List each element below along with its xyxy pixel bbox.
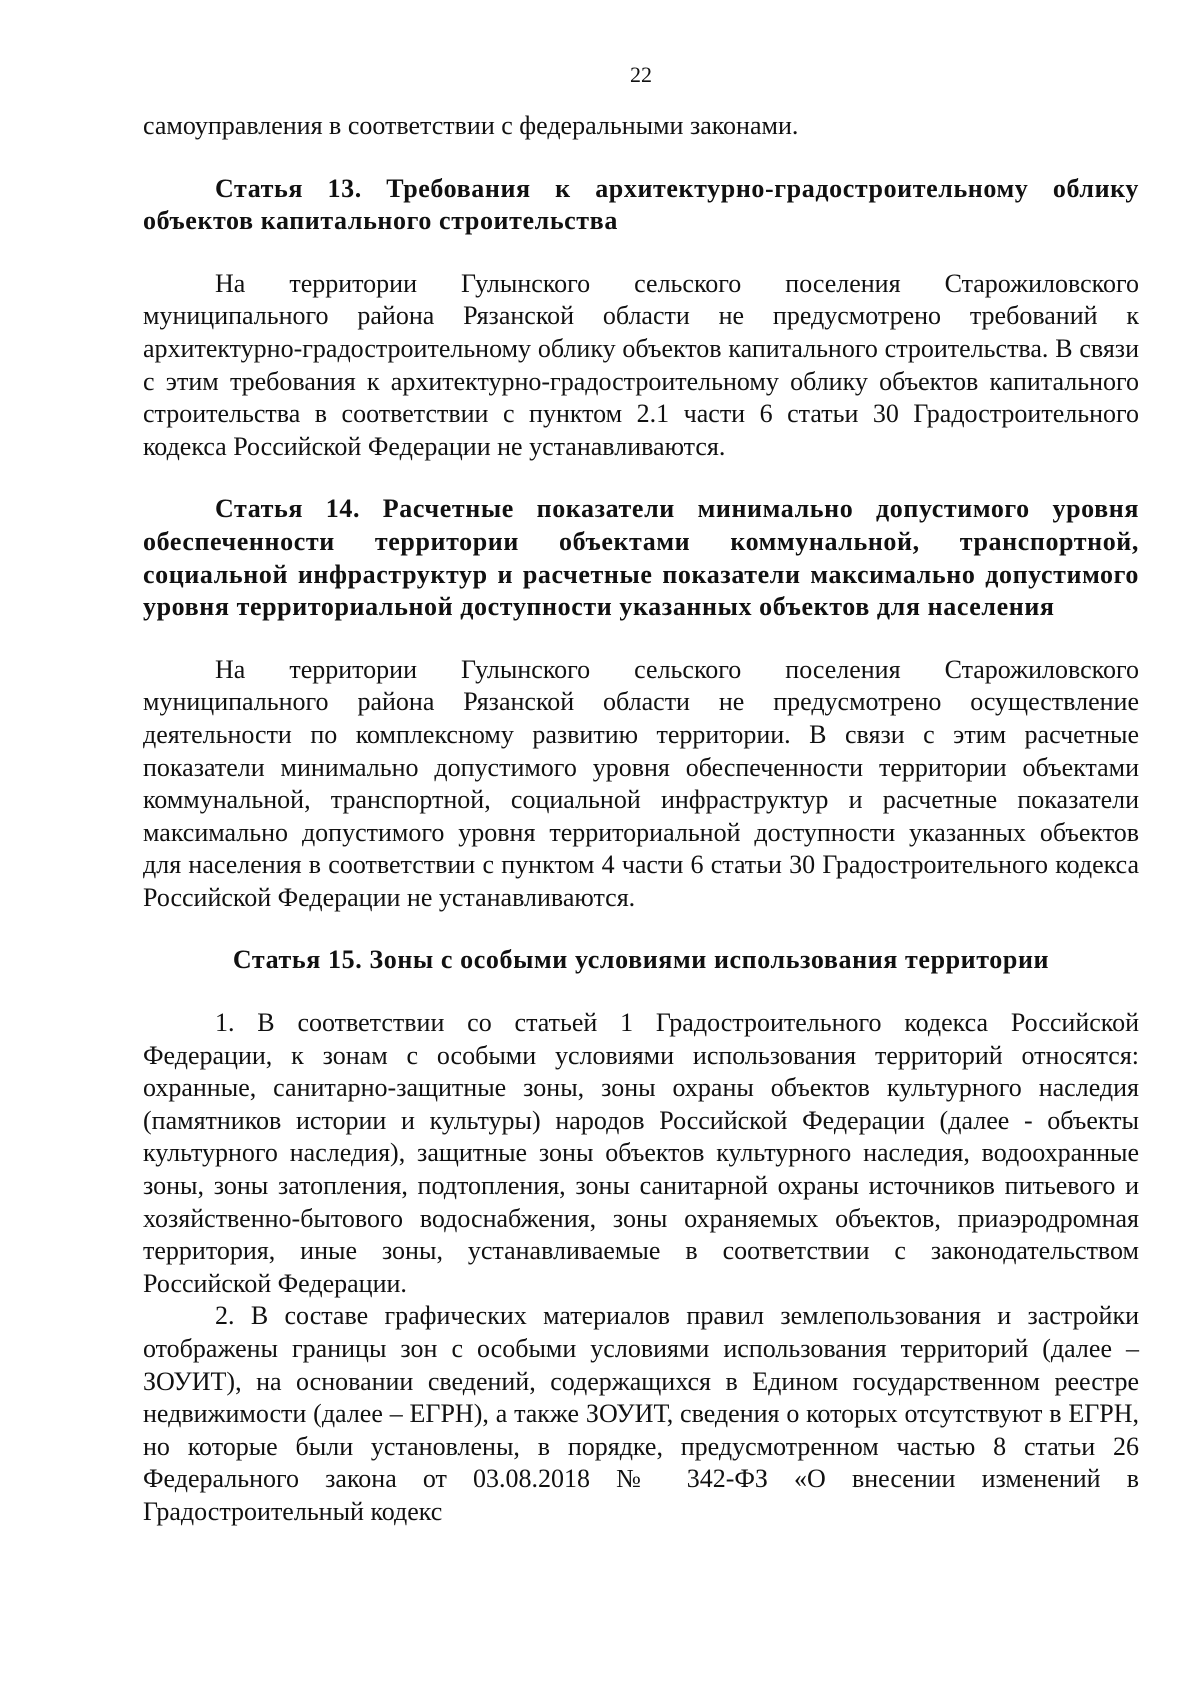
article-14	[143, 493, 1139, 914]
article-13-heading: Статья 13. Требования к архитектурно-градостроительному облику объектов капитального строительства	[143, 173, 1139, 236]
article-14-paragraph: На территории Гулынского сельского поселения Старожиловского муниципального района Рязанской области не предусмотрено осуществление деятельности по комплексному развитию территории. В связи с этим расчетные показатели минимально допустимого уровня обеспеченности территории объектами коммунальной, транспортной, социальной инфраструктур и расчетные показатели максимально допустимого уровня территориальной доступности указанных объектов для населения в соответствии с пунктом 4 части 6 статьи 30 Градостроительного кодекса Российской Федерации не устанавливаются.	[143, 654, 1139, 912]
article-13-paragraph: На территории Гулынского сельского поселения Старожиловского муниципального района Рязанской области не предусмотрено требований к архитектурно-градостроительному облику объектов капитального строительства. В связи с этим требования к архитектурно-градостроительному облику объектов капитального строительства в соответствии с пунктом 2.1 части 6 статьи 30 Градостроительного кодекса Российской Федерации не устанавливаются.	[143, 268, 1139, 461]
article-15	[143, 944, 1139, 1528]
lead-paragraph: самоуправления в соответствии с федеральными законами.	[143, 111, 799, 140]
article-15-heading: Статья 15. Зоны с особыми условиями использования территории	[232, 945, 1050, 975]
article-14-heading: Статья 14. Расчетные показатели минимально допустимого уровня обеспеченности территории объектами коммунальной, транспортной, социальной инфраструктур и расчетные показатели максимально допустимого уровня территориальной доступности указанных объектов для населения	[143, 494, 1139, 622]
document-page	[143, 62, 1139, 1529]
article-15-paragraph-1: 1. В соответствии со статьей 1 Градостроительного кодекса Российской Федерации, к зонам с особыми условиями использования территорий относятся: охранные, санитарно-защитные зоны, зоны охраны объектов культурного наследия (памятников истории и культуры) народов Российской Федерации (далее - объекты культурного наследия), защитные зоны объектов культурного наследия, водоохранные зоны, зоны затопления, подтопления, зоны санитарной охраны источников питьевого и хозяйственно-бытового водоснабжения, зоны охраняемых объектов, приаэродромная территория, иные зоны, устанавливаемые в соответствии с законодательством Российской Федерации.	[143, 1008, 1139, 1298]
article-13	[143, 173, 1139, 464]
article-15-paragraph-2: 2. В составе графических материалов правил землепользования и застройки отображены границы зон с особыми условиями использования территорий (далее – ЗОУИТ), на основании сведений, содержащихся в Едином государственном реестре недвижимости (далее – ЕГРН), а также ЗОУИТ, сведения о которых отсутствуют в ЕГРН, но которые были установлены, в порядке, предусмотренном частью 8 статьи 26 Федерального закона от 03.08.2018 № 342-ФЗ «О внесении изменений в Градостроительный кодекс	[143, 1301, 1139, 1526]
page-number: 22	[630, 62, 652, 87]
